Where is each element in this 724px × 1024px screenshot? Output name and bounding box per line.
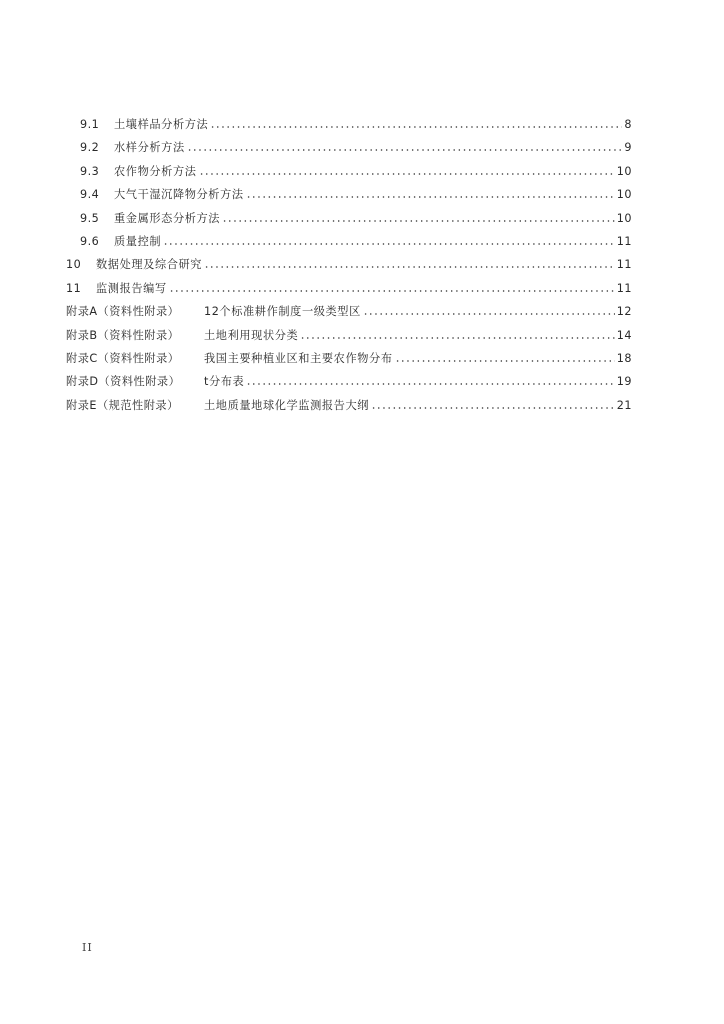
toc-entry-appendix-e[interactable] xyxy=(66,397,632,420)
dot-leader xyxy=(210,117,622,129)
toc-entry-number: 附录D（资料性附录） xyxy=(66,375,181,389)
toc-entry-page: 11 xyxy=(616,258,632,272)
dot-leader xyxy=(363,304,615,316)
toc-entry-page: 12 xyxy=(616,305,632,319)
toc-entry-number: 附录B（资料性附录） xyxy=(66,328,180,342)
dot-leader xyxy=(204,257,615,269)
toc-entry-number: 10 xyxy=(66,258,82,272)
toc-entry-appendix-b[interactable] xyxy=(66,327,632,350)
toc-entry-title: 我国主要种植业区和主要农作物分布 xyxy=(204,351,393,365)
toc-entry-number: 11 xyxy=(66,281,82,295)
toc-entry-page: 10 xyxy=(616,188,632,202)
toc-entry-9-4[interactable] xyxy=(66,186,632,209)
toc-entry-11[interactable] xyxy=(66,280,632,303)
toc-entry-title: 土地利用现状分类 xyxy=(204,328,299,342)
toc-entry-title: 12个标准耕作制度一级类型区 xyxy=(204,305,361,319)
toc-entry-10[interactable] xyxy=(66,256,632,279)
toc-entry-title: 土壤样品分析方法 xyxy=(114,118,209,131)
dot-leader xyxy=(222,211,615,223)
toc-entry-page: 10 xyxy=(616,211,632,225)
table-of-contents xyxy=(66,116,632,420)
toc-entry-page: 11 xyxy=(616,281,632,295)
toc-entry-title: 重金属形态分析方法 xyxy=(114,211,221,225)
toc-entry-page: 14 xyxy=(616,328,632,342)
toc-entry-number: 附录A（资料性附录） xyxy=(66,305,180,319)
toc-entry-9-3[interactable] xyxy=(66,163,632,186)
toc-entry-title: t分布表 xyxy=(204,375,245,389)
toc-entry-page: 18 xyxy=(616,351,632,365)
dot-leader xyxy=(187,140,623,152)
toc-entry-title: 监测报告编写 xyxy=(96,281,167,295)
toc-entry-title: 农作物分析方法 xyxy=(114,164,197,178)
toc-entry-number: 附录E（规范性附录） xyxy=(66,398,179,412)
toc-entry-title: 大气干湿沉降物分析方法 xyxy=(114,188,244,202)
dot-leader xyxy=(371,398,615,410)
dot-leader xyxy=(246,374,614,386)
toc-entry-page: 11 xyxy=(616,234,632,248)
toc-entry-appendix-c[interactable] xyxy=(66,350,632,373)
toc-entry-number: 9.4 xyxy=(80,188,100,202)
toc-entry-9-2[interactable] xyxy=(66,139,632,162)
toc-entry-page: 9 xyxy=(624,141,632,155)
toc-entry-number: 9.5 xyxy=(80,211,100,225)
toc-entry-appendix-d[interactable] xyxy=(66,373,632,396)
dot-leader xyxy=(246,187,615,199)
toc-entry-page: 8 xyxy=(624,118,632,131)
toc-entry-9-6[interactable] xyxy=(66,233,632,256)
dot-leader xyxy=(199,164,615,176)
toc-entry-number: 9.1 xyxy=(80,118,100,131)
toc-entry-number: 9.3 xyxy=(80,164,100,178)
toc-entry-number: 9.2 xyxy=(80,141,100,155)
dot-leader xyxy=(300,328,614,340)
toc-entry-page: 19 xyxy=(616,375,632,389)
page-number-footer: II xyxy=(82,941,93,954)
toc-entry-title: 数据处理及综合研究 xyxy=(96,258,203,272)
dot-leader xyxy=(169,281,615,293)
toc-entry-9-1[interactable] xyxy=(66,116,632,139)
toc-entry-title: 土地质量地球化学监测报告大纲 xyxy=(204,398,370,412)
toc-entry-page: 21 xyxy=(616,398,632,412)
toc-entry-page: 10 xyxy=(616,164,632,178)
toc-entry-number: 9.6 xyxy=(80,234,100,248)
toc-entry-appendix-a[interactable] xyxy=(66,303,632,326)
toc-entry-title: 水样分析方法 xyxy=(114,141,185,155)
toc-entry-number: 附录C（资料性附录） xyxy=(66,351,180,365)
toc-entry-title: 质量控制 xyxy=(114,234,162,248)
dot-leader xyxy=(395,351,615,363)
toc-entry-9-5[interactable] xyxy=(66,210,632,233)
dot-leader xyxy=(163,234,615,246)
